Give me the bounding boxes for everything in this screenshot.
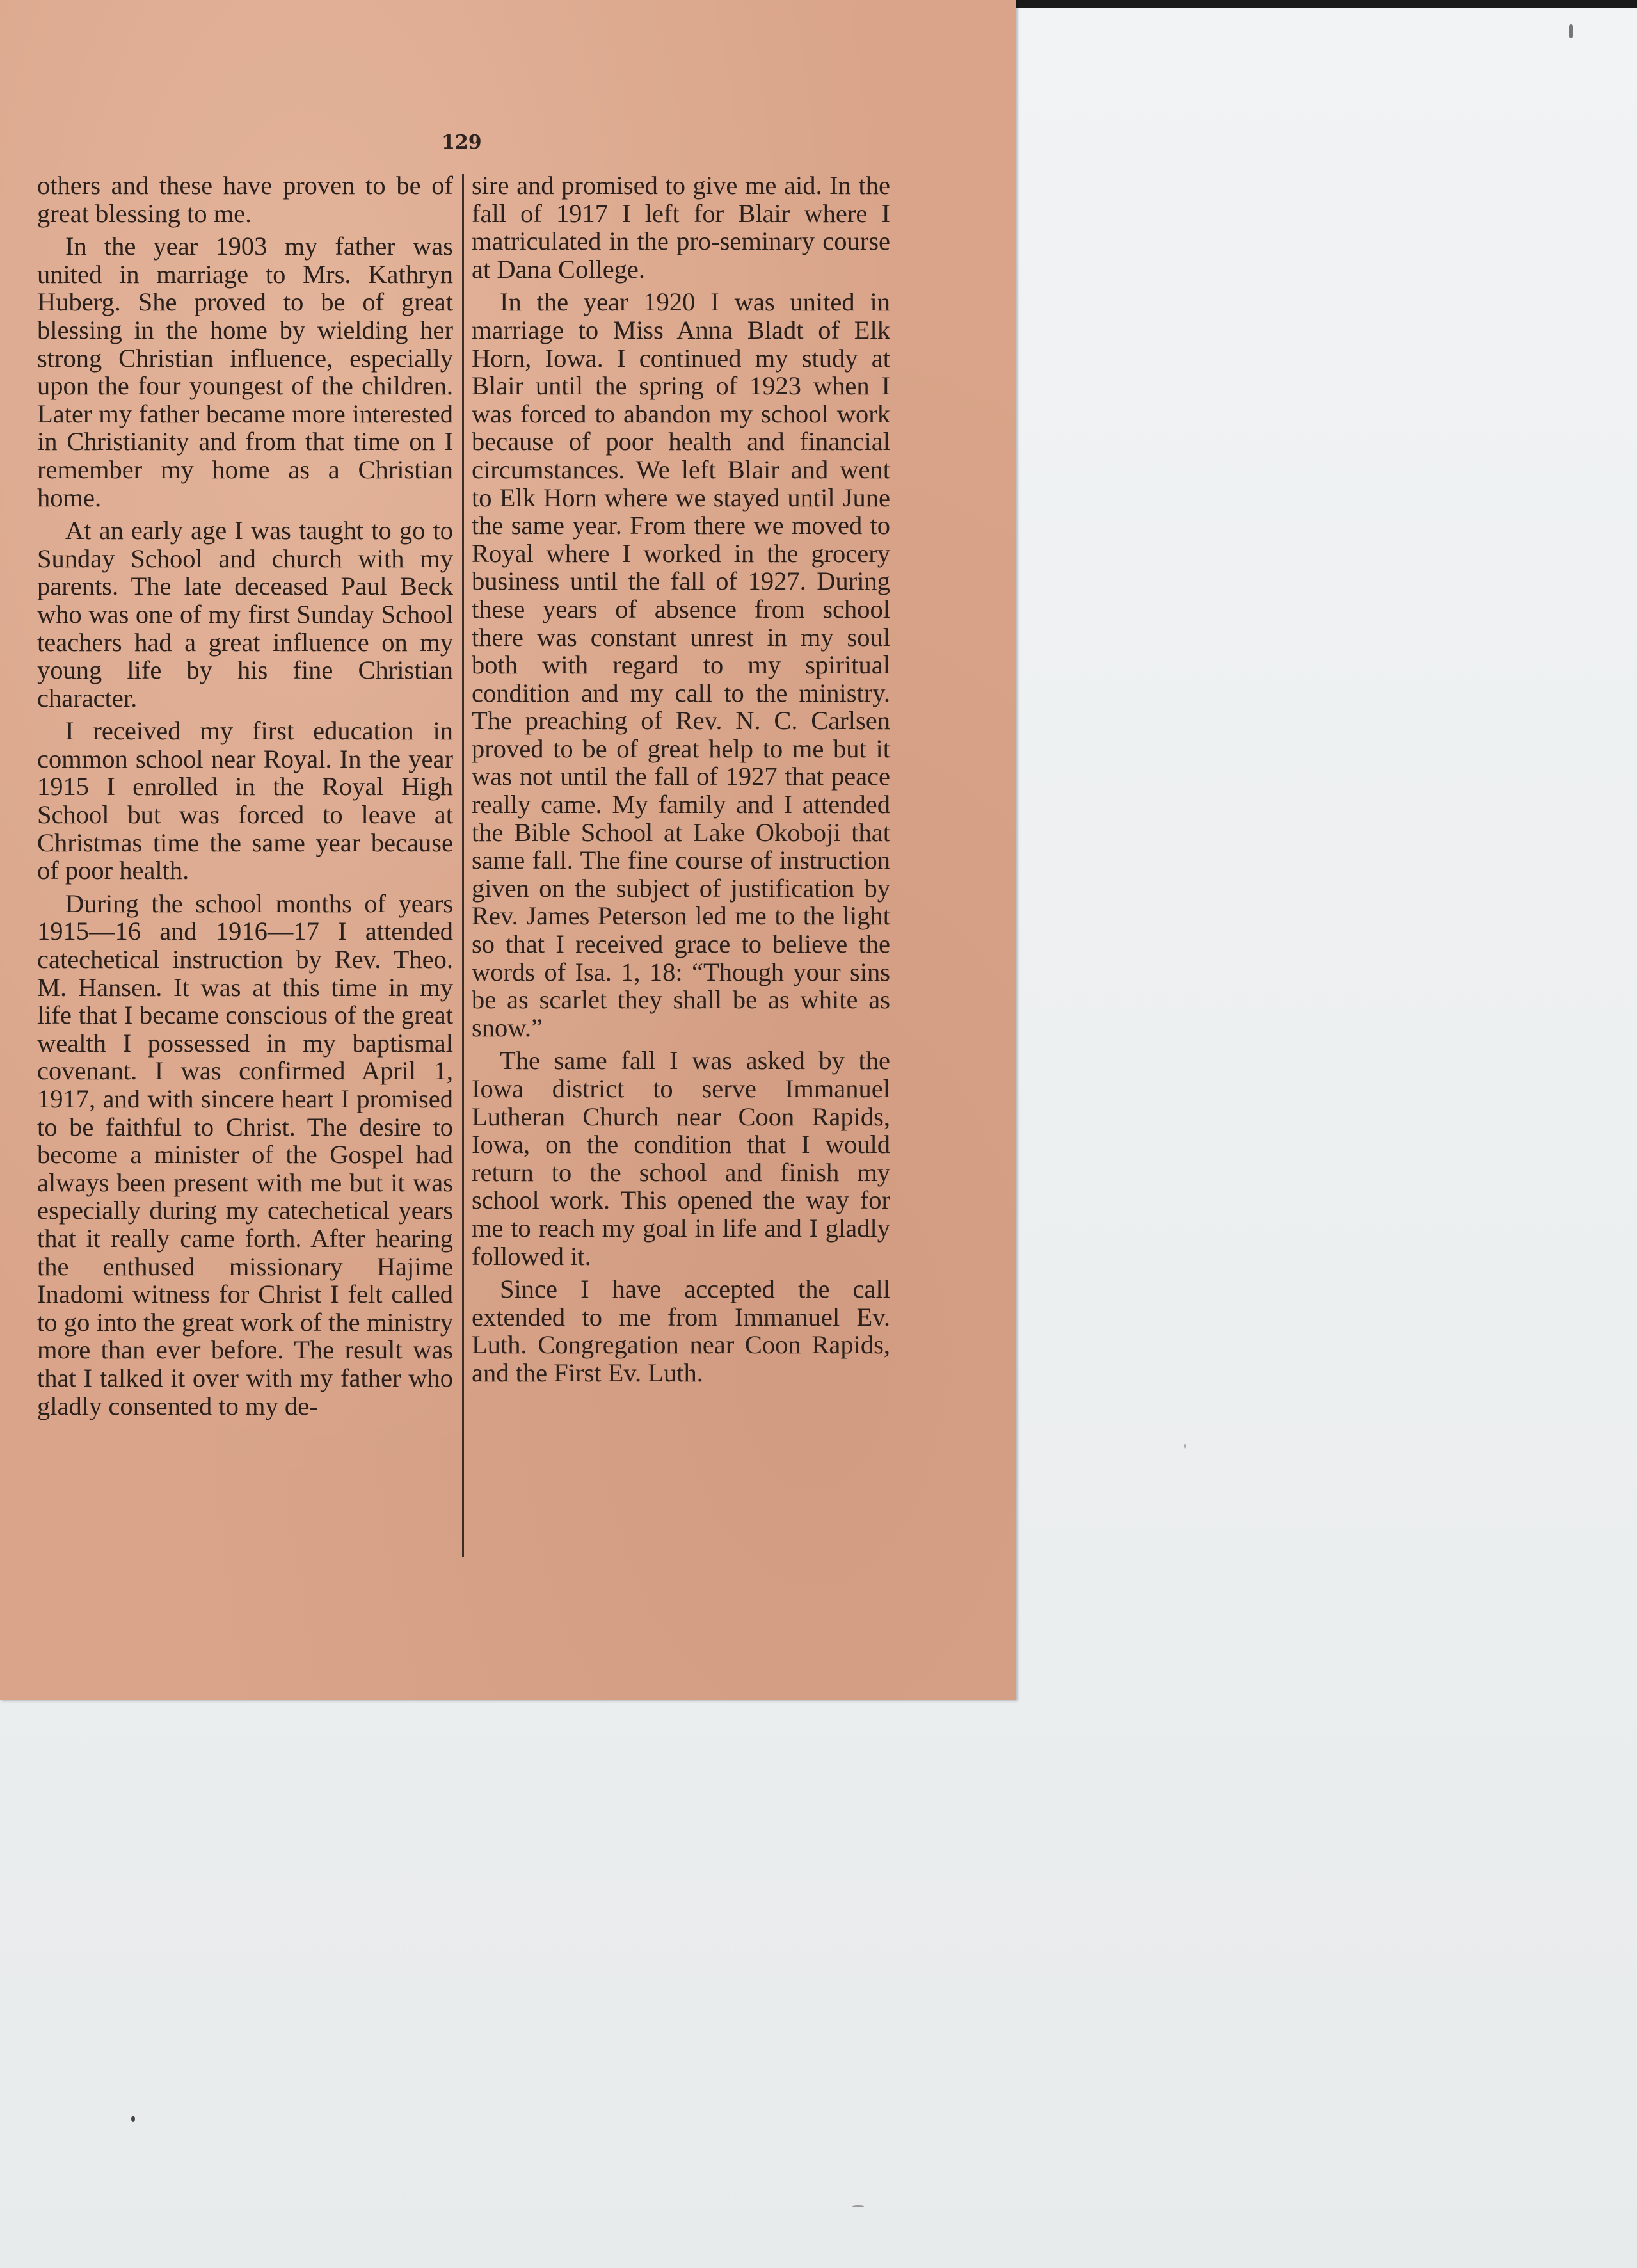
page-number: 129 — [442, 131, 482, 154]
column-divider — [462, 174, 464, 1557]
dust-speck — [852, 2205, 864, 2207]
right-column — [472, 172, 890, 1392]
scanner-edge — [1010, 0, 1637, 8]
dust-speck — [1569, 24, 1573, 38]
paragraph: In the year 1903 my father was united in marriage to Mrs. Kathryn Huberg. She proved to be of great blessing in the home by wielding her strong Christian influence, especially upon the four youngest of the children. Later my father became more interested in Christianity and from that time on I remember my home as a Christian home. — [37, 232, 453, 512]
paragraph: others and these have proven to be of great blessing to me. — [37, 171, 453, 228]
left-column — [37, 172, 453, 1425]
dust-speck — [131, 2116, 135, 2122]
paragraph: Since I have accepted the call extended to me from Immanuel Ev. Luth. Congregation near Coon Rapids, and the First Ev. Luth. — [472, 1275, 890, 1387]
paragraph: The same fall I was asked by the Iowa district to serve Immanuel Lutheran Church near Coon Rapids, Iowa, on the condition that I would return to the school and finish my school work. This opened the way for me to reach my goal in life and I gladly followed it. — [472, 1046, 890, 1271]
paragraph: sire and promised to give me aid. In the fall of 1917 I left for Blair where I matriculated in the pro-seminary course at Dana College. — [472, 171, 890, 284]
paragraph: I received my first education in common school near Royal. In the year 1915 I enrolled in the Royal High School but was forced to leave at Christmas time the same year because of poor health. — [37, 716, 453, 885]
dust-speck — [1184, 1444, 1186, 1449]
paragraph: During the school months of years 1915—16 and 1916—17 I attended catechetical instruction by Rev. Theo. M. Hansen. It was at this time in my life that I became conscious of the great wealth I possessed in my baptismal covenant. I was confirmed April 1, 1917, and with sincere heart I promised to be faithful to Christ. The desire to become a minister of the Gospel had always been present with me but it was especially during my catechetical years that it really came forth. After hearing the enthused missionary Hajime Inadomi witness for Christ I felt called to go into the great work of the ministry more than ever before. The result was that I talked it over with my father who gladly consented to my de- — [37, 889, 453, 1420]
paragraph: At an early age I was taught to go to Sunday School and church with my parents. The late deceased Paul Beck who was one of my first Sunday School teachers had a great influence on my young life by his fine Christian character. — [37, 516, 453, 712]
document-page — [0, 0, 1016, 1700]
paragraph: In the year 1920 I was united in marriage to Miss Anna Bladt of Elk Horn, Iowa. I continued my study at Blair until the spring of 1923 when I was forced to abandon my school work because of poor health and financial circumstances. We left Blair and went to Elk Horn where we stayed until June the same year. From there we moved to Royal where I worked in the grocery business until the fall of 1927. During these years of absence from school there was constant unrest in my soul both with regard to my spiritual condition and my call to the ministry. The preaching of Rev. N. C. Carlsen proved to be of great help to me but it was not until the fall of 1927 that peace really came. My family and I attended the Bible School at Lake Okoboji that same fall. The fine course of instruction given on the subject of justification by Rev. James Peterson led me to the light so that I received grace to believe the words of Isa. 1, 18: “Though your sins be as scarlet they shall be as white as snow.” — [472, 287, 890, 1042]
